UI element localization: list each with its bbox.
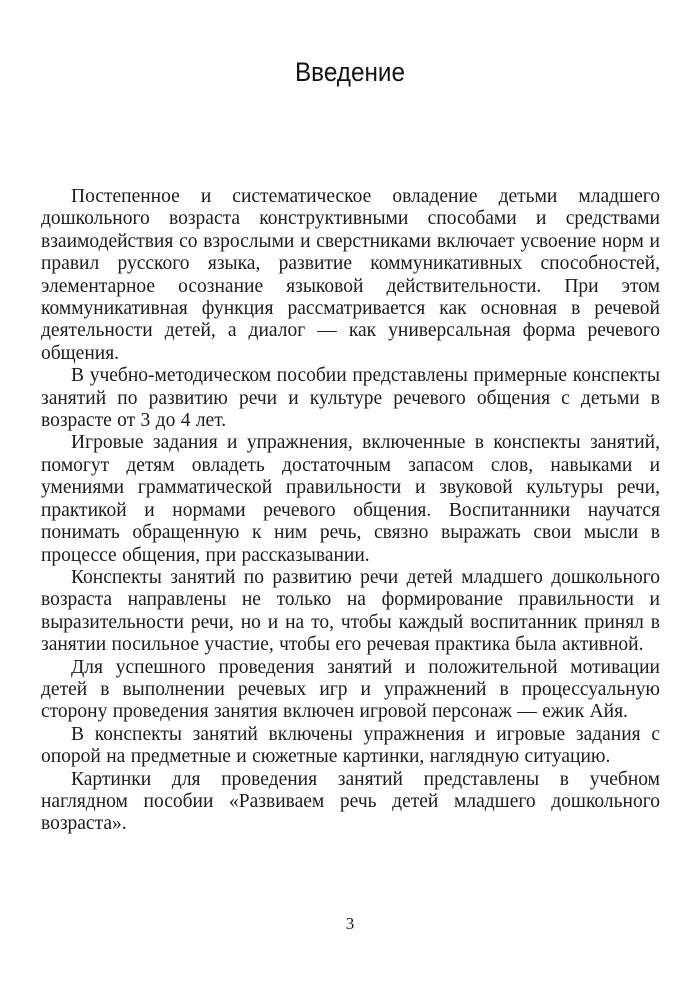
paragraph-4: Конспекты занятий по развитию речи детей младшего дошкольного возраста направлены не только на формирование правильности и выразительности речи, но и на то, чтобы каждый воспитанник принял в занятии посильное участие, чтобы его речевая практика была активной. — [41, 566, 660, 656]
paragraph-5: Для успешного проведения занятий и положительной мотивации детей в выполнении речевых игр и упражнений в процессуальную сторону проведения занятия включен игровой персонаж — ежик Айя. — [41, 656, 660, 723]
paragraph-2: В учебно-методическом пособии представлены примерные конспекты занятий по развитию речи и культуре речевого общения с детьми в возрасте от 3 до 4 лет. — [41, 365, 660, 432]
paragraph-3: Игровые задания и упражнения, включенные в конспекты занятий, помогут детям овладеть достаточным запасом слов, навыками и умениями грамматической правильности и звуковой культуры речи, практикой и нормами речевого общения. Воспитанники научатся понимать обращенную к ним речь, связно выражать свои мысли в процессе общения, при рассказывании. — [41, 432, 660, 566]
page-number: 3 — [345, 914, 355, 933]
paragraph-7: Картинки для проведения занятий представлены в учебном наглядном пособии «Развиваем речь детей младшего дошкольного возраста». — [41, 768, 660, 835]
paragraph-6: В конспекты занятий включены упражнения и игровые задания с опорой на предметные и сюжетные картинки, наглядную ситуацию. — [41, 723, 660, 768]
chapter-title: Введение — [294, 57, 406, 87]
paragraph-1: Постепенное и систематическое овладение детьми младшего дошкольного возраста конструктивными способами и средствами взаимодействия со взрослыми и сверстниками включает усвоение норм и правил русского языка, развитие коммуникативных способностей, элементарное осознание языковой действительности. При этом коммуникативная функция рассматривается как основная в речевой деятельности детей, а диалог — как универсальная форма речевого общения. — [41, 186, 660, 364]
body-text — [41, 186, 660, 836]
